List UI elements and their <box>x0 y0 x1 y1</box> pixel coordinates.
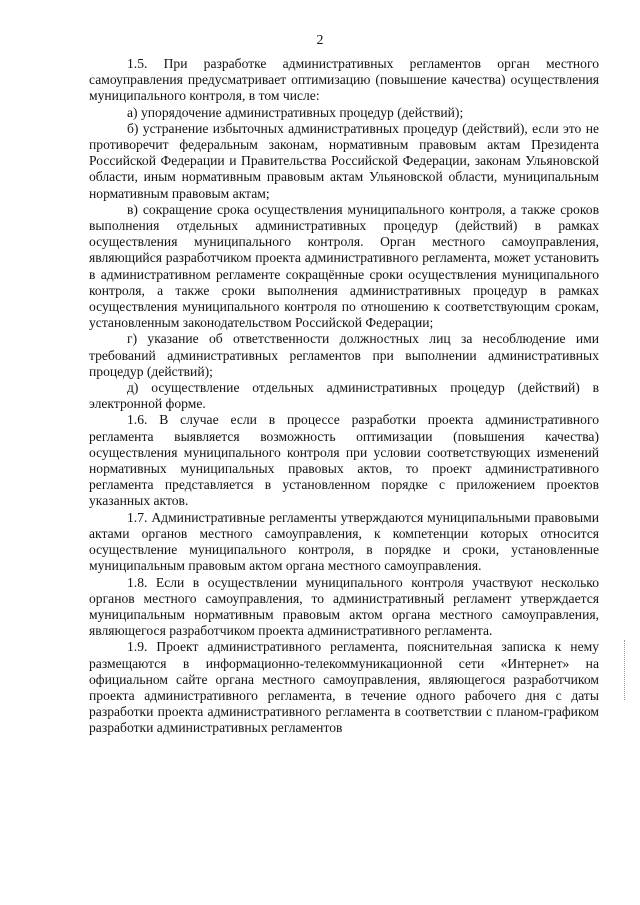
document-body <box>89 56 599 737</box>
list-item-d: д) осуществление отдельных административных процедур (действий) в электронной форме. <box>89 380 599 412</box>
paragraph-1-5: 1.5. При разработке административных регламентов орган местного самоуправления предусматривает оптимизацию (повышение качества) осуществления муниципального контроля, в том числе: <box>89 56 599 104</box>
list-item-g: г) указание об ответственности должностных лиц за несоблюдение ими требований административных регламентов при выполнении административных процедур (действий); <box>89 331 599 379</box>
scan-margin-mark <box>624 640 627 700</box>
paragraph-1-7: 1.7. Административные регламенты утверждаются муниципальными правовыми актами органов местного самоуправления, к компетенции которых относится осуществление муниципального контроля, в порядке и сроки, установленные муниципальным правовым актом органа местного самоуправления. <box>89 509 599 574</box>
page-number: 2 <box>316 33 324 48</box>
paragraph-1-9: 1.9. Проект административного регламента, пояснительная записка к нему размещаются в информационно-телекоммуникационной сети «Интернет» на официальном сайте органа местного самоуправления, являющегося разработчиком проекта административного регламента, в течение одного рабочего дня с даты разработки проекта административного регламента в соответствии с планом-графиком разработки административных регламентов <box>89 639 599 736</box>
list-item-a: а) упорядочение административных процедур (действий); <box>127 104 464 120</box>
paragraph-1-6: 1.6. В случае если в процессе разработки проекта административного регламента выявляется возможность оптимизации (повышения качества) осуществления муниципального контроля при условии соответствующих изменений нормативных муниципальных правовых актов, то проект административного регламента представляется в установленном порядке с приложением проектов указанных актов. <box>89 412 599 509</box>
paragraph-1-8: 1.8. Если в осуществлении муниципального контроля участвуют несколько органов местного самоуправления, то административный регламент утверждается муниципальным нормативным правовым актом органа местного самоуправления, являющегося разработчиком проекта административного регламента. <box>89 574 599 639</box>
list-item-v: в) сокращение срока осуществления муниципального контроля, а также сроков выполнения отдельных административных процедур (действий) в рамках осуществления муниципального контроля. Орган местного самоуправления, являющийся разработчиком проекта административного регламента, может установить в административном регламенте сокращённые сроки осуществления муниципального контроля, а также сроки выполнения административных процедур в рамках осуществления муниципального контроля по отношению к соответствующим срокам, установленным законодательством Российской Федерации; <box>89 201 599 331</box>
list-item-b: б) устранение избыточных административных процедур (действий), если это не противоречит федеральным законам, нормативным правовым актам Президента Российской Федерации и Правительства Российской Федерации, законам Ульяновской области, иным нормативным правовым актам Ульяновской области, муниципальным нормативным правовым актам; <box>89 120 599 201</box>
